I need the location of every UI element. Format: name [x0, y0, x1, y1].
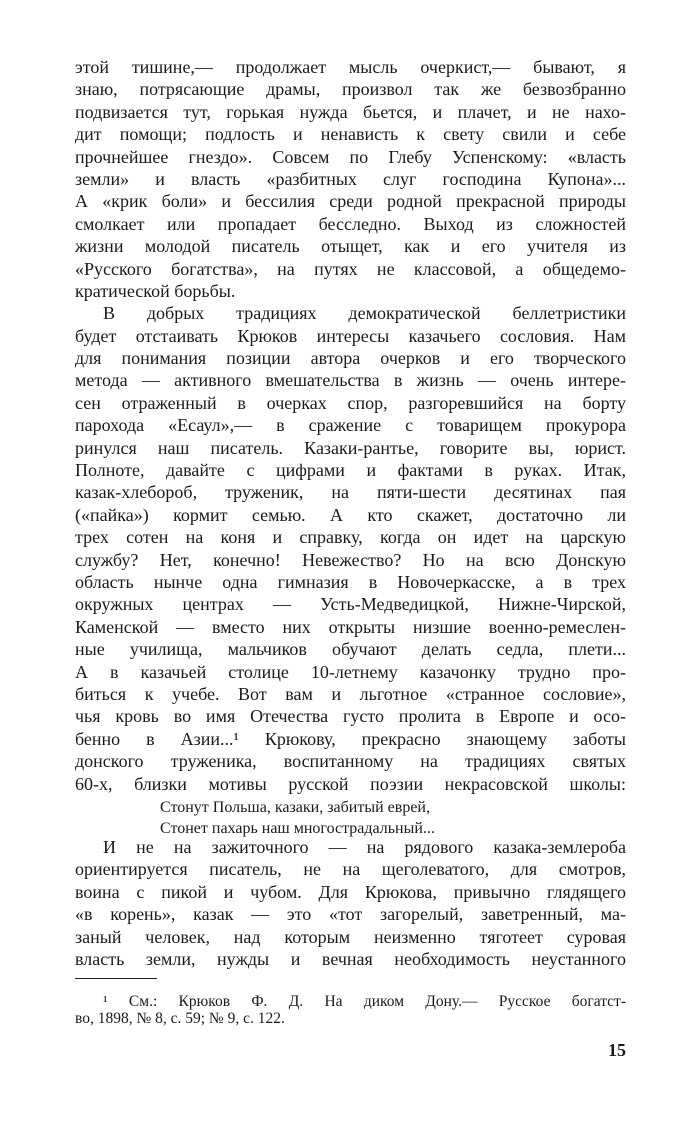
text-line: «Русского богатства», на путях не классовой, а общедемо-	[75, 258, 626, 279]
text-line: жизни молодой писатель отыщет, как и его учителя из	[75, 236, 626, 257]
text-line: будет отстаивать Крюков интересы казачьего сословия. Нам	[75, 325, 626, 346]
text-line: окружных центрах — Усть-Медведицкой, Нижне-Чирской,	[75, 594, 626, 615]
text-line: ориентируется писатель, не на щеголеватого, для смотров,	[75, 859, 626, 880]
text-line: воина с пикой и чубом. Для Крюкова, привычно глядящего	[75, 881, 626, 902]
main-text	[75, 56, 626, 795]
text-line: область нынче одна гимназия в Новочеркасске, а в трех	[75, 571, 626, 592]
text-line: Каменской — вместо них открыты низшие военно-ремеслен-	[75, 616, 626, 637]
text-line: подвизается тут, горькая нужда бьется, и плачет, и не нахо-	[75, 101, 626, 122]
text-line: донского труженика, воспитанному на традициях святых	[75, 751, 626, 772]
footnote	[75, 993, 626, 1027]
page-number: 15	[608, 1040, 626, 1060]
text-line: А в казачьей столице 10-летнему казачонку трудно про-	[75, 661, 626, 682]
text-line: для понимания позиции автора очерков и его творческого	[75, 348, 626, 369]
text-line: земли» и власть «разбитных слуг господина Купона»...	[75, 168, 626, 189]
text-line: парохода «Есаул»,— в сражение с товарищем прокурора	[75, 415, 626, 436]
text-line: смолкает или пропадает бесследно. Выход из сложностей	[75, 213, 626, 234]
text-line: казак-хлебороб, труженик, на пяти-шести десятинах пая	[75, 482, 626, 503]
text-line: ¹ См.: Крюков Ф. Д. На диком Дону.— Русское богатст-	[103, 993, 626, 1010]
text-line: бенно в Азии...¹ Крюкову, прекрасно знающему заботы	[75, 728, 626, 749]
poem-quote	[160, 797, 435, 839]
text-line: А «крик боли» и бессилия среди родной прекрасной природы	[75, 191, 626, 212]
text-line: Стонут Польша, казаки, забитый еврей,	[160, 799, 430, 816]
text-line: чья кровь во имя Отечества густо пролита в Европе и осо-	[75, 706, 626, 727]
text-line: этой тишине,— продолжает мысль очеркист,— бывают, я	[75, 57, 626, 77]
text-line: биться к учебе. Вот вам и льготное «странное сословие»,	[75, 683, 626, 704]
text-line: во, 1898, № 8, с. 59; № 9, с. 122.	[75, 1010, 285, 1027]
text-line: прочнейшее гнездо». Совсем по Глебу Успенскому: «власть	[75, 146, 626, 167]
text-line: заный человек, над которым неизменно тяготеет суровая	[75, 926, 626, 947]
text-line: Стонет пахарь наш многострадальный...	[160, 820, 435, 837]
text-line: власть земли, нужды и вечная необходимость неустанного	[75, 948, 626, 969]
text-line: сен отраженный в очерках спор, разгоревшийся на борту	[75, 392, 626, 413]
text-line: («пайка») кормит семью. А кто скажет, достаточно ли	[75, 504, 626, 525]
text-line: знаю, потрясающие драмы, произвол так же безвозбранно	[75, 79, 626, 100]
text-line: В добрых традициях демократической беллетристики	[103, 303, 626, 324]
text-line: ные училища, мальчиков обучают делать седла, плети...	[75, 639, 626, 660]
text-line: метода — активного вмешательства в жизнь — очень интере-	[75, 370, 626, 391]
text-line: Полноте, давайте с цифрами и фактами в руках. Итак,	[75, 460, 626, 481]
text-line: ринулся наш писатель. Казаки-рантье, говорите вы, юрист.	[75, 437, 626, 458]
text-line: 60-х, близки мотивы русской поэзии некрасовской школы:	[75, 773, 626, 794]
paragraph-3	[75, 836, 626, 970]
text-line: дит помощи; подлость и ненависть к свету свили и себе	[75, 124, 626, 145]
text-line: «в корень», казак — это «тот загорелый, заветренный, ма-	[75, 904, 626, 925]
text-line: кратической борьбы.	[75, 280, 236, 301]
text-line: трех сотен на коня и справку, когда он идет на царскую	[75, 527, 626, 548]
text-line: И не на зажиточного — на рядового казака-землероба	[103, 837, 626, 857]
footnote-divider	[75, 978, 157, 979]
text-line: службу? Нет, конечно! Невежество? Но на всю Донскую	[75, 549, 626, 570]
